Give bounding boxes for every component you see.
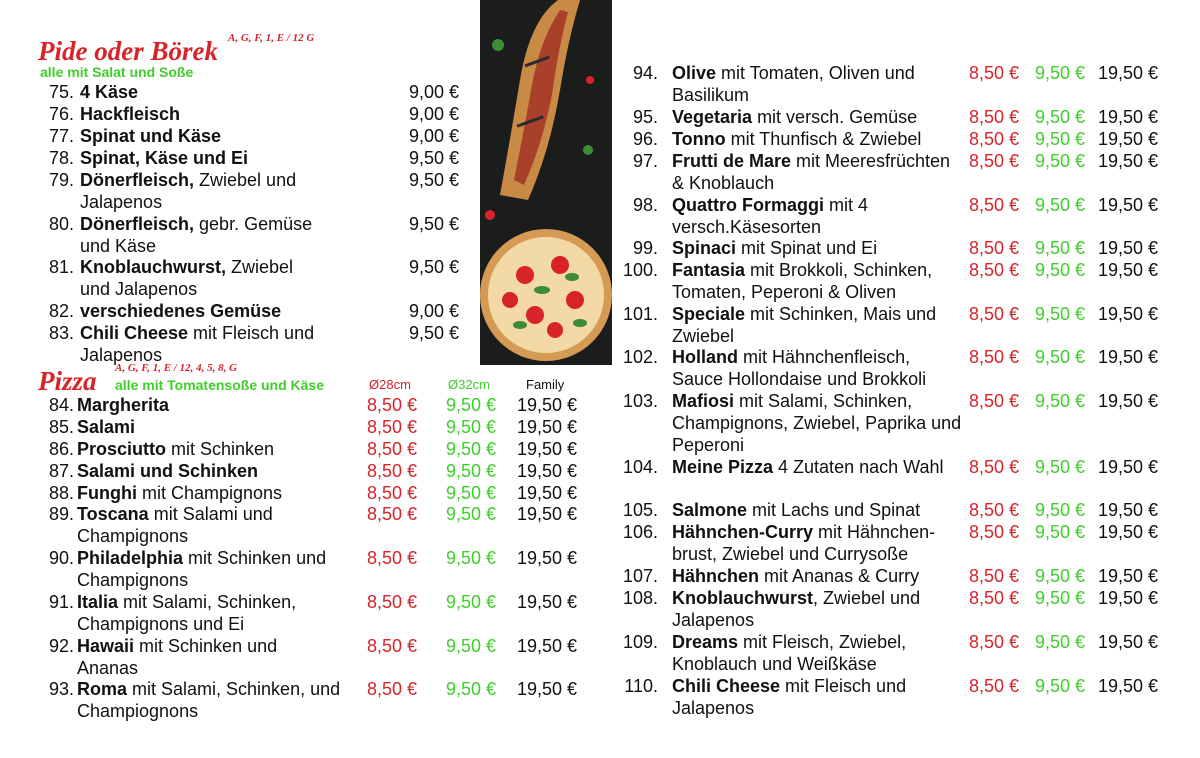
item-description (672, 631, 964, 675)
item-description (672, 128, 964, 150)
price: 9,50 € (409, 148, 460, 168)
menu-item (0, 128, 1200, 150)
item-number: 101. (622, 304, 658, 324)
price-small: 8,50 € (367, 679, 418, 699)
item-name: Chili Cheese (672, 676, 781, 696)
item-description (672, 499, 964, 521)
price-medium: 9,50 € (1035, 391, 1086, 411)
price-small: 8,50 € (969, 457, 1020, 477)
item-ingredients: mit Salami, Schinken, Champignons und Ei (77, 592, 297, 634)
item-name: Vegetaria (672, 107, 753, 127)
menu-item (0, 259, 1200, 303)
price-family: 19,50 € (1098, 522, 1159, 542)
item-ingredients: mit Meeresfrüchten & Knoblauch (672, 151, 951, 193)
menu-item (0, 150, 1200, 194)
price-family: 19,50 € (517, 439, 578, 459)
item-number: 88. (48, 483, 74, 503)
price-medium: 9,50 € (1035, 676, 1086, 696)
price-small: 8,50 € (969, 566, 1020, 586)
price: 9,00 € (409, 301, 460, 321)
item-ingredients: mit Fleisch und Jalapenos (80, 323, 315, 365)
price-small: 8,50 € (969, 151, 1020, 171)
menu-item (0, 106, 1200, 128)
item-number: 79. (48, 170, 74, 190)
price-medium: 9,50 € (446, 679, 497, 699)
price-medium: 9,50 € (1035, 260, 1086, 280)
price-small: 8,50 € (367, 439, 418, 459)
price-family: 19,50 € (1098, 347, 1159, 367)
item-ingredients: mit Spinat und Ei (736, 238, 878, 258)
item-name: Meine Pizza (672, 457, 774, 477)
item-description (672, 237, 964, 259)
item-name: Margherita (77, 395, 170, 415)
item-description (672, 390, 964, 456)
item-number: 100. (622, 260, 658, 280)
col-family-header: Family (526, 377, 565, 392)
item-number: 81. (48, 257, 74, 277)
price-family: 19,50 € (517, 395, 578, 415)
item-number: 75. (48, 82, 74, 102)
item-name: 4 Käse (80, 82, 139, 102)
item-ingredients: mit Hähnchen-brust, Zwiebel und Currysoße (672, 522, 936, 564)
price-medium: 9,50 € (446, 483, 497, 503)
item-ingredients: mit Hähnchenfleisch, Sauce Hollondaise und Brokkoli (672, 347, 927, 389)
price-small: 8,50 € (969, 588, 1020, 608)
price-small: 8,50 € (969, 260, 1020, 280)
item-description (672, 346, 964, 390)
price-small: 8,50 € (969, 129, 1020, 149)
item-name: Knoblauchwurst (672, 588, 814, 608)
price-medium: 9,50 € (1035, 151, 1086, 171)
item-name: Fantasia (672, 260, 746, 280)
price-medium: 9,50 € (446, 504, 497, 524)
item-name: Dönerfleisch, (80, 214, 195, 234)
item-number: 105. (622, 500, 658, 520)
item-ingredients: mit Tomaten, Oliven und Basilikum (672, 63, 915, 105)
item-ingredients: mit Salami, Schinken, und Champiognons (77, 679, 341, 721)
pizza-allergens: A, G, F, 1, E / 12, 4, 5, 8, G (115, 362, 238, 374)
price-family: 19,50 € (1098, 129, 1159, 149)
item-number: 104. (622, 457, 658, 477)
item-number: 108. (622, 588, 658, 608)
item-number: 82. (48, 301, 74, 321)
item-name: Knoblauchwurst, (80, 257, 227, 277)
price-small: 8,50 € (969, 347, 1020, 367)
price: 9,50 € (409, 170, 460, 190)
price-small: 8,50 € (969, 304, 1020, 324)
item-ingredients: mit versch. Gemüse (752, 107, 918, 127)
item-name: Spinaci (672, 238, 737, 258)
item-ingredients: mit Fleisch, Zwiebel, Knoblauch und Weißkäse (672, 632, 907, 674)
item-ingredients: gebr. Gemüse und Käse (80, 214, 313, 256)
price-medium: 9,50 € (1035, 588, 1086, 608)
item-name: Salmone (672, 500, 748, 520)
price-small: 8,50 € (969, 391, 1020, 411)
price-medium: 9,50 € (446, 592, 497, 612)
menu-item (0, 303, 1200, 347)
item-name: Tonno (672, 129, 726, 149)
price: 9,00 € (409, 104, 460, 124)
price-small: 8,50 € (367, 504, 418, 524)
pizza-subtitle: alle mit Tomatensoße und Käse (115, 377, 325, 393)
item-number: 94. (632, 63, 658, 83)
item-number: 78. (48, 148, 74, 168)
item-number: 90. (48, 548, 74, 568)
menu-item (0, 194, 1200, 238)
price-family: 19,50 € (1098, 676, 1159, 696)
price-medium: 9,50 € (446, 461, 497, 481)
price-small: 8,50 € (367, 636, 418, 656)
pide-allergens: A, G, F, 1, E / 12 G (228, 32, 315, 44)
item-description (672, 521, 964, 565)
price-medium: 9,50 € (1035, 632, 1086, 652)
price-small: 8,50 € (969, 632, 1020, 652)
item-number: 102. (622, 347, 658, 367)
item-number: 89. (48, 504, 74, 524)
price-family: 19,50 € (517, 548, 578, 568)
item-number: 86. (48, 439, 74, 459)
pizza-title: Pizza (38, 366, 97, 396)
price-family: 19,50 € (517, 636, 578, 656)
item-name: Spinat, Käse und Ei (80, 148, 249, 168)
price-family: 19,50 € (1098, 260, 1159, 280)
price-family: 19,50 € (1098, 500, 1159, 520)
item-number: 107. (622, 566, 658, 586)
price-family: 19,50 € (517, 417, 578, 437)
item-name: Hawaii (77, 636, 135, 656)
price-small: 8,50 € (969, 195, 1020, 215)
price-medium: 9,50 € (1035, 304, 1086, 324)
item-number: 83. (48, 323, 74, 343)
price-medium: 9,50 € (1035, 566, 1086, 586)
item-ingredients: mit Brokkoli, Schinken, Tomaten, Peperoni & Oliven (672, 260, 933, 302)
price-medium: 9,50 € (446, 417, 497, 437)
item-ingredients: mit Schinken, Mais und Zwiebel (672, 304, 937, 346)
item-number: 85. (48, 417, 74, 437)
item-name: Roma (77, 679, 128, 699)
price-small: 8,50 € (969, 522, 1020, 542)
price-small: 8,50 € (367, 417, 418, 437)
menu-item (0, 565, 1200, 587)
menu-item (0, 390, 1200, 456)
price-medium: 9,50 € (1035, 500, 1086, 520)
price: 9,00 € (409, 126, 460, 146)
item-description (672, 194, 964, 238)
price-medium: 9,50 € (1035, 238, 1086, 258)
menu-item (0, 62, 1200, 106)
price-medium: 9,50 € (1035, 347, 1086, 367)
item-number: 84. (48, 395, 74, 415)
price-family: 19,50 € (1098, 632, 1159, 652)
menu-item (0, 675, 1200, 719)
item-ingredients: 4 Zutaten nach Wahl (773, 457, 944, 477)
item-ingredients: mit Ananas & Curry (759, 566, 920, 586)
item-ingredients: mit Salami und Champignons (77, 504, 273, 546)
item-ingredients: mit Schinken und Ananas (77, 636, 278, 678)
price-medium: 9,50 € (446, 395, 497, 415)
col-medium-header: Ø32cm (448, 377, 490, 392)
price-medium: 9,50 € (1035, 195, 1086, 215)
item-description (672, 62, 964, 106)
price-medium: 9,50 € (1035, 129, 1086, 149)
item-name: Dönerfleisch, (80, 170, 195, 190)
price-medium: 9,50 € (1035, 522, 1086, 542)
item-number: 95. (632, 107, 658, 127)
menu-item (0, 521, 1200, 565)
item-name: Toscana (77, 504, 149, 524)
item-ingredients: mit Lachs und Spinat (747, 500, 921, 520)
price-family: 19,50 € (1098, 238, 1159, 258)
item-ingredients: mit Schinken und Champignons (77, 548, 327, 590)
item-name: Quattro Formaggi (672, 195, 824, 215)
price: 9,00 € (409, 82, 460, 102)
item-description (672, 303, 964, 347)
item-number: 103. (622, 391, 658, 411)
price-medium: 9,50 € (1035, 457, 1086, 477)
item-ingredients: mit 4 versch.Käsesorten (672, 195, 869, 237)
price-medium: 9,50 € (446, 548, 497, 568)
item-name: Frutti de Mare (672, 151, 792, 171)
price-family: 19,50 € (1098, 107, 1159, 127)
item-number: 80. (48, 214, 74, 234)
price-small: 8,50 € (367, 461, 418, 481)
item-ingredients: mit Fleisch und Jalapenos (672, 676, 907, 718)
item-description (672, 587, 964, 631)
item-number: 110. (624, 676, 658, 696)
item-description (672, 565, 964, 587)
item-name: Olive (672, 63, 717, 83)
item-number: 76. (48, 104, 74, 124)
price-family: 19,50 € (1098, 391, 1159, 411)
item-description (672, 150, 964, 194)
price-medium: 9,50 € (1035, 107, 1086, 127)
pide-subtitle: alle mit Salat und Soße (40, 64, 194, 80)
item-ingredients: mit Schinken (166, 439, 275, 459)
item-number: 91. (48, 592, 74, 612)
price: 9,50 € (409, 257, 460, 277)
item-name: Salami und Schinken (77, 461, 259, 481)
price-family: 19,50 € (1098, 566, 1159, 586)
menu-item (0, 587, 1200, 631)
col-small-header: Ø28cm (369, 377, 411, 392)
item-ingredients: mit Salami, Schinken, Champignons, Zwiebel, Paprika und Peperoni (672, 391, 962, 455)
item-name: Funghi (77, 483, 137, 503)
item-number: 93. (48, 679, 74, 699)
item-description (672, 675, 964, 719)
item-number: 98. (632, 195, 658, 215)
item-number: 109. (622, 632, 658, 652)
item-number: 92. (48, 636, 74, 656)
item-name: Holland (672, 347, 738, 367)
menu-item (0, 346, 1200, 390)
item-description (672, 456, 964, 478)
price-medium: 9,50 € (446, 439, 497, 459)
menu-item (0, 631, 1200, 675)
item-number: 96. (632, 129, 658, 149)
item-number: 97. (632, 151, 658, 171)
item-name: Hackfleisch (80, 104, 181, 124)
price-family: 19,50 € (517, 504, 578, 524)
price: 9,50 € (409, 323, 460, 343)
item-number: 87. (48, 461, 74, 481)
item-name: verschiedenes Gemüse (80, 301, 282, 321)
item-number: 106. (622, 522, 658, 542)
price-family: 19,50 € (517, 483, 578, 503)
price-family: 19,50 € (1098, 457, 1159, 477)
pide-title: Pide oder Börek (38, 36, 218, 66)
item-name: Mafiosi (672, 391, 735, 411)
item-name: Dreams (672, 632, 739, 652)
menu-item (0, 499, 1200, 521)
price-medium: 9,50 € (446, 636, 497, 656)
item-name: Salami (77, 417, 136, 437)
item-name: Philadelphia (77, 548, 184, 568)
price-small: 8,50 € (367, 592, 418, 612)
item-description (672, 259, 964, 303)
price-family: 19,50 € (1098, 151, 1159, 171)
price-family: 19,50 € (1098, 63, 1159, 83)
price-family: 19,50 € (1098, 304, 1159, 324)
price-family: 19,50 € (517, 679, 578, 699)
price-small: 8,50 € (969, 238, 1020, 258)
price-small: 8,50 € (969, 107, 1020, 127)
item-number: 77. (48, 126, 74, 146)
price-small: 8,50 € (367, 483, 418, 503)
item-name: Hähnchen-Curry (672, 522, 814, 542)
item-ingredients: mit Champignons (136, 483, 283, 503)
menu-item (0, 456, 1200, 500)
price-family: 19,50 € (1098, 195, 1159, 215)
price: 9,50 € (409, 214, 460, 234)
item-name: Hähnchen (672, 566, 760, 586)
price-small: 8,50 € (367, 395, 418, 415)
item-name: Spinat und Käse (80, 126, 222, 146)
item-ingredients: Zwiebel und Jalapenos (80, 257, 294, 299)
price-small: 8,50 € (367, 548, 418, 568)
item-name: Speciale (672, 304, 746, 324)
price-family: 19,50 € (1098, 588, 1159, 608)
item-description (672, 106, 964, 128)
item-name: Prosciutto (77, 439, 167, 459)
item-ingredients: mit Thunfisch & Zwiebel (725, 129, 922, 149)
price-medium: 9,50 € (1035, 63, 1086, 83)
menu-item (0, 237, 1200, 259)
item-ingredients: Zwiebel und Jalapenos (80, 170, 297, 212)
price-family: 19,50 € (517, 592, 578, 612)
price-small: 8,50 € (969, 500, 1020, 520)
item-name: Italia (77, 592, 119, 612)
item-number: 99. (632, 238, 658, 258)
price-family: 19,50 € (517, 461, 578, 481)
item-name: Chili Cheese (80, 323, 189, 343)
item-ingredients: , Zwiebel und Jalapenos (672, 588, 921, 630)
price-small: 8,50 € (969, 63, 1020, 83)
price-small: 8,50 € (969, 676, 1020, 696)
